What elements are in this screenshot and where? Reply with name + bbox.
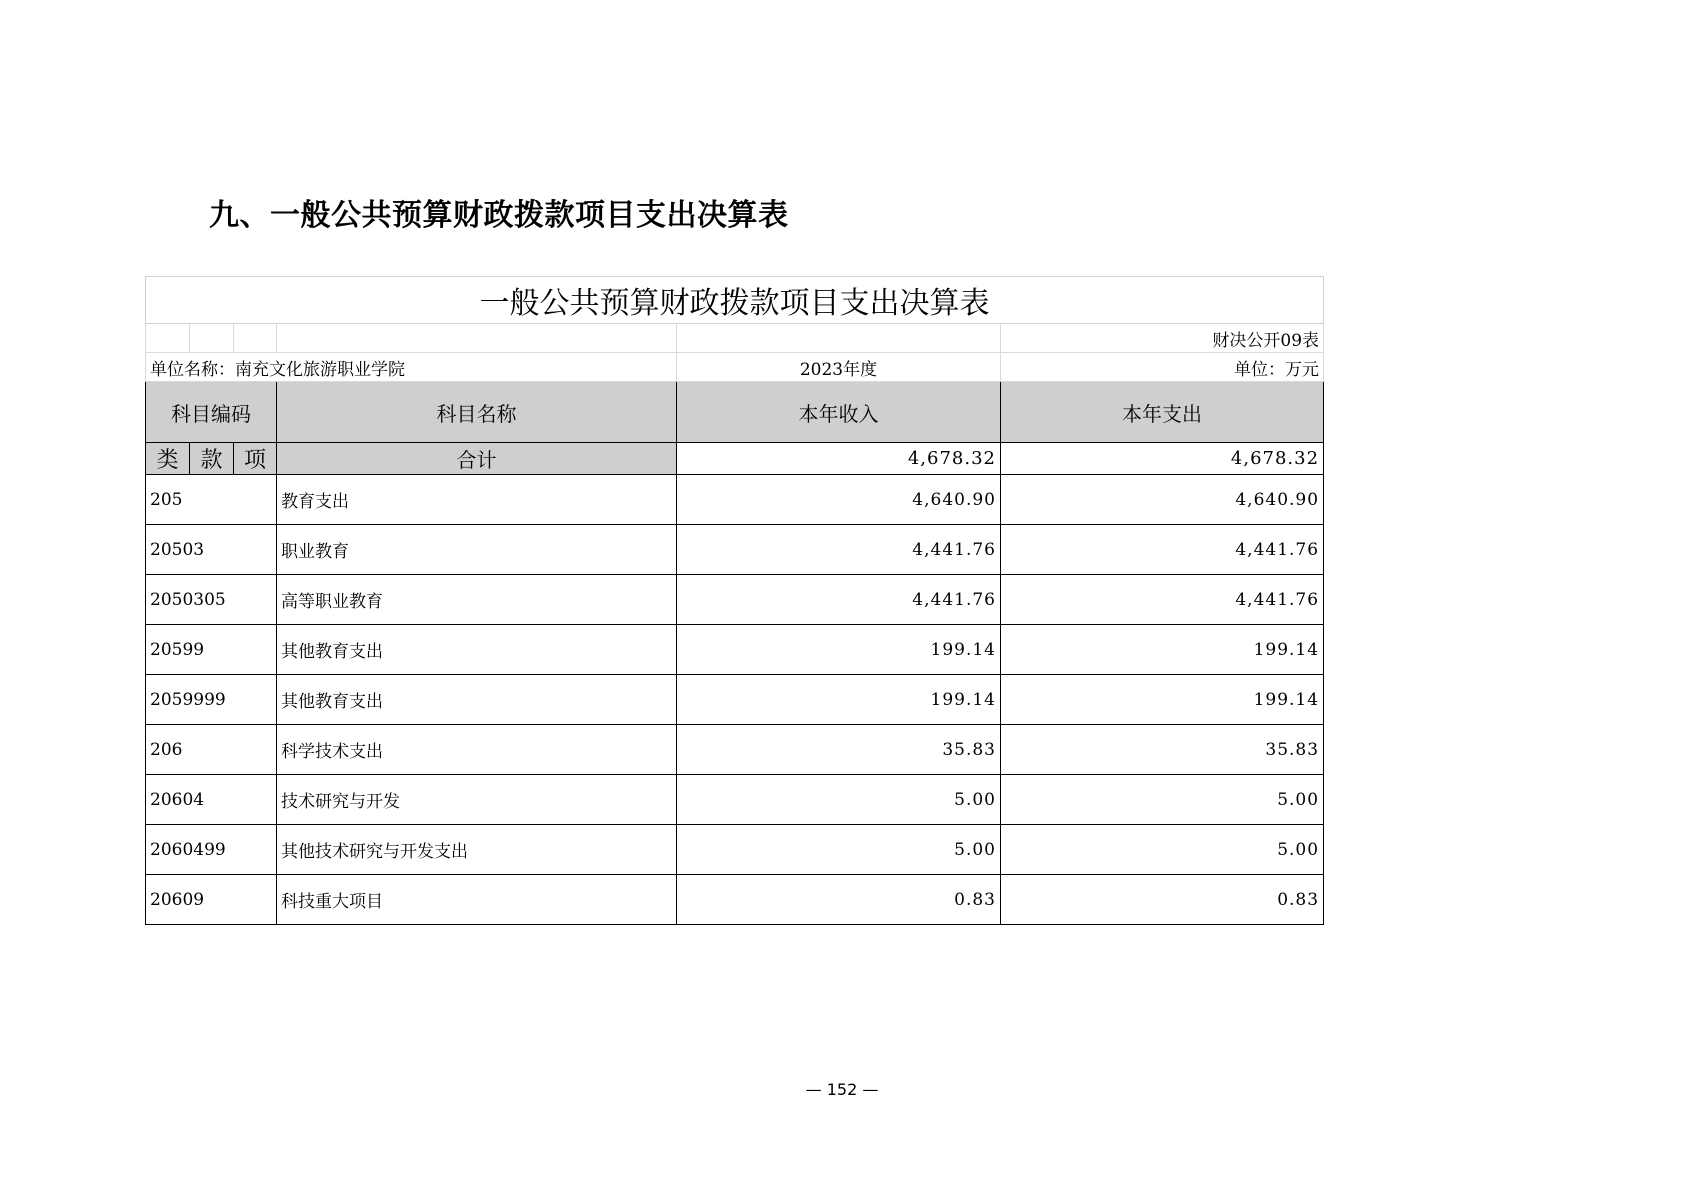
row-expense: 4,640.90 — [1001, 475, 1324, 525]
total-income: 4,678.32 — [677, 443, 1001, 475]
row-name: 其他教育支出 — [277, 625, 677, 675]
row-income: 4,640.90 — [677, 475, 1001, 525]
header-item: 项 — [234, 443, 277, 475]
row-expense: 4,441.76 — [1001, 525, 1324, 575]
row-code: 2050305 — [146, 575, 277, 625]
table-row — [146, 825, 1324, 875]
row-code: 206 — [146, 725, 277, 775]
table-row — [146, 475, 1324, 525]
blank-cell — [234, 324, 277, 353]
row-income: 5.00 — [677, 775, 1001, 825]
blank-cell — [146, 324, 190, 353]
row-expense: 5.00 — [1001, 825, 1324, 875]
row-code: 20599 — [146, 625, 277, 675]
page-number: — 152 — — [805, 1080, 879, 1099]
row-code: 2060499 — [146, 825, 277, 875]
total-expense: 4,678.32 — [1001, 443, 1324, 475]
blank-cell — [677, 324, 1001, 353]
row-code: 205 — [146, 475, 277, 525]
row-name: 其他技术研究与开发支出 — [277, 825, 677, 875]
fiscal-year: 2023年度 — [677, 353, 1001, 382]
row-code: 20503 — [146, 525, 277, 575]
row-code: 20609 — [146, 875, 277, 925]
row-code: 2059999 — [146, 675, 277, 725]
row-name: 高等职业教育 — [277, 575, 677, 625]
table-row — [146, 525, 1324, 575]
table-row — [146, 875, 1324, 925]
blank-cell — [277, 324, 677, 353]
unit-name: 单位名称：南充文化旅游职业学院 — [146, 353, 677, 382]
total-label: 合计 — [277, 443, 677, 475]
header-category: 类 — [146, 443, 190, 475]
row-expense: 5.00 — [1001, 775, 1324, 825]
row-expense: 0.83 — [1001, 875, 1324, 925]
row-income: 199.14 — [677, 625, 1001, 675]
form-code: 财决公开09表 — [1001, 324, 1324, 353]
row-expense: 4,441.76 — [1001, 575, 1324, 625]
currency-unit: 单位：万元 — [1001, 353, 1324, 382]
row-income: 199.14 — [677, 675, 1001, 725]
project-expenditure-table — [145, 276, 1324, 925]
table-row — [146, 675, 1324, 725]
row-income: 0.83 — [677, 875, 1001, 925]
table-row — [146, 775, 1324, 825]
table-row — [146, 725, 1324, 775]
table-title: 一般公共预算财政拨款项目支出决算表 — [146, 277, 1324, 324]
header-section: 款 — [190, 443, 234, 475]
header-income: 本年收入 — [677, 382, 1001, 443]
row-income: 5.00 — [677, 825, 1001, 875]
row-income: 35.83 — [677, 725, 1001, 775]
row-expense: 199.14 — [1001, 675, 1324, 725]
row-income: 4,441.76 — [677, 575, 1001, 625]
budget-sheet — [145, 276, 1323, 925]
header-subject-code: 科目编码 — [146, 382, 277, 443]
row-code: 20604 — [146, 775, 277, 825]
row-name: 其他教育支出 — [277, 675, 677, 725]
row-name: 教育支出 — [277, 475, 677, 525]
blank-cell — [190, 324, 234, 353]
row-expense: 35.83 — [1001, 725, 1324, 775]
row-name: 职业教育 — [277, 525, 677, 575]
row-income: 4,441.76 — [677, 525, 1001, 575]
row-name: 技术研究与开发 — [277, 775, 677, 825]
header-subject-name: 科目名称 — [277, 382, 677, 443]
row-name: 科学技术支出 — [277, 725, 677, 775]
row-expense: 199.14 — [1001, 625, 1324, 675]
header-expense: 本年支出 — [1001, 382, 1324, 443]
section-heading: 九、一般公共预算财政拨款项目支出决算表 — [209, 198, 789, 233]
table-row — [146, 625, 1324, 675]
row-name: 科技重大项目 — [277, 875, 677, 925]
table-row — [146, 575, 1324, 625]
